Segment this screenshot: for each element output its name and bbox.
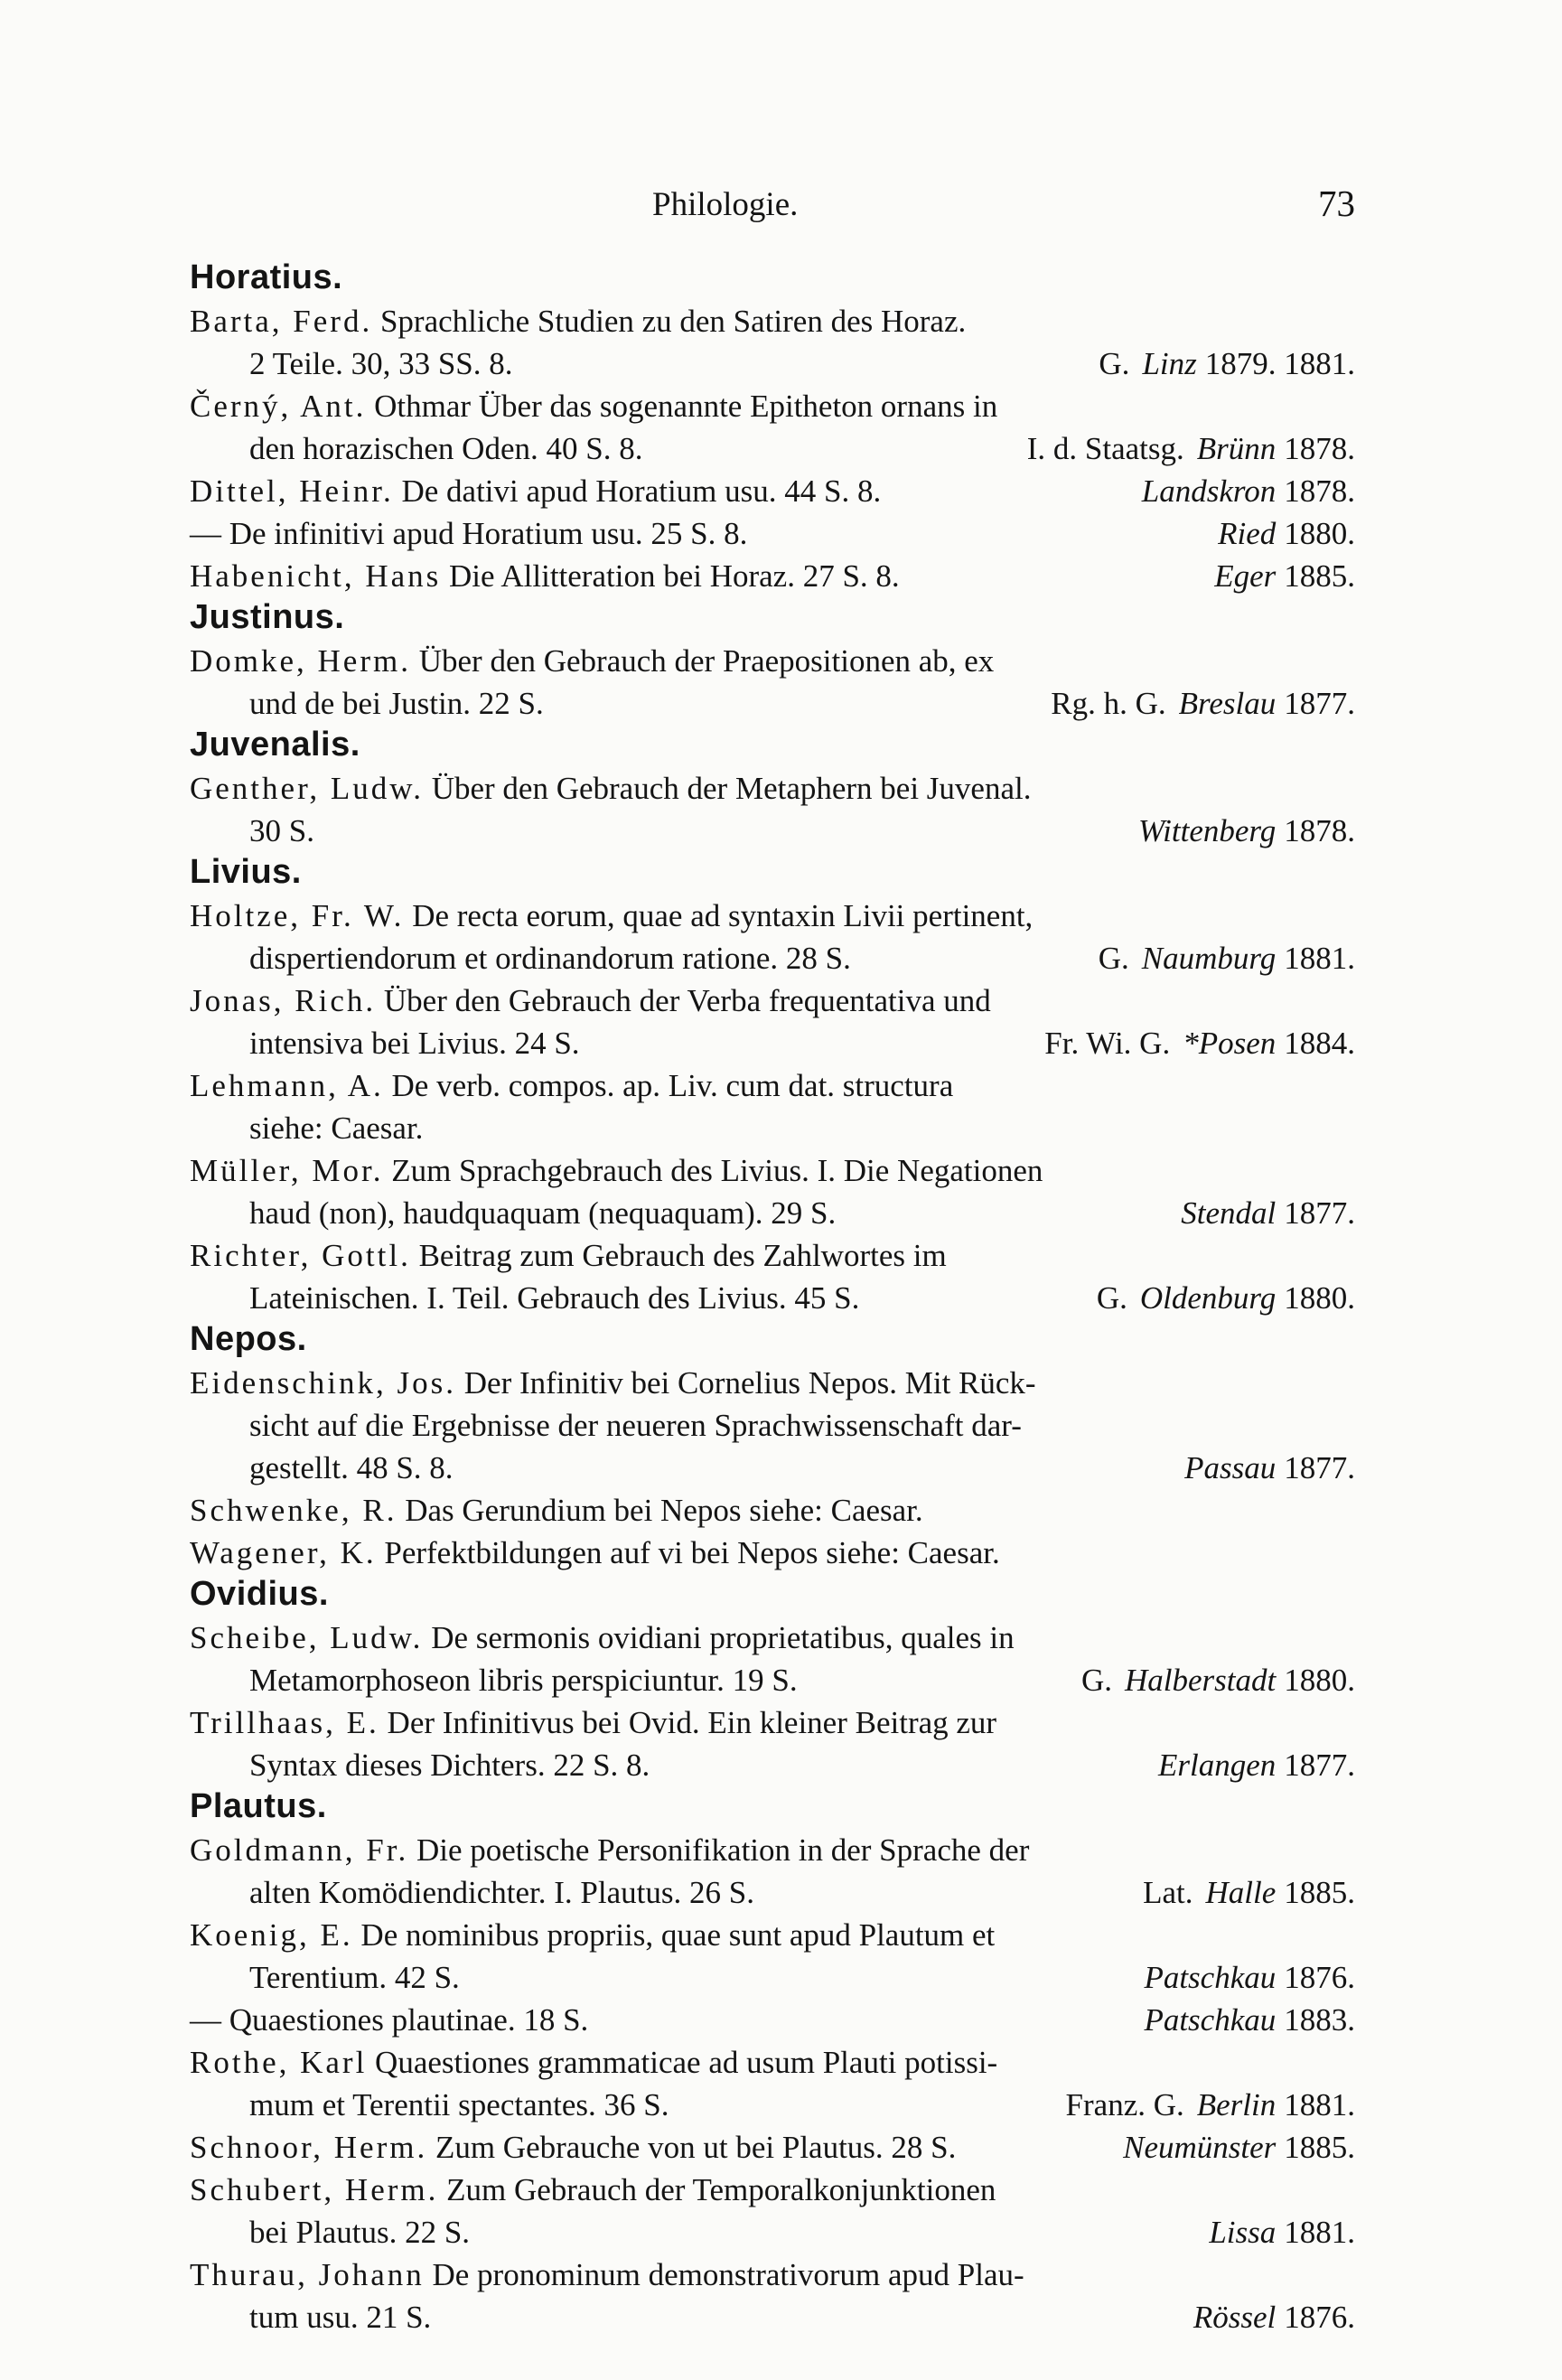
bibliography-entry (190, 1064, 1355, 1149)
entry-line (190, 1362, 1355, 1404)
author-name: Wagener, K. (190, 1535, 377, 1570)
author-name: Schwenke, R. (190, 1493, 398, 1528)
entry-title: und de bei Justin. 22 S. (249, 686, 544, 721)
entry-line (190, 1914, 1355, 1956)
publication-year: 1877. (1284, 1195, 1355, 1231)
publication-year: 1878. (1284, 813, 1355, 848)
school-type: Fr. Wi. G. (1044, 1026, 1171, 1061)
entry-title: Über den Gebrauch der Verba frequentativa und (383, 983, 991, 1018)
section (190, 598, 1355, 725)
author-name: Dittel, Heinr. (190, 473, 394, 509)
entry-line (190, 2041, 1355, 2084)
bibliography-entry (190, 2254, 1355, 2338)
publication-year: 1880. (1284, 1280, 1355, 1316)
publication-info (1027, 427, 1355, 470)
bibliography-entry (190, 979, 1355, 1064)
entry-line (190, 300, 1355, 342)
publication-year: 1878. (1284, 431, 1355, 466)
publication-year: 1881. (1284, 941, 1355, 976)
publication-info (1051, 682, 1355, 725)
bibliography (190, 258, 1355, 2338)
entry-text-left (190, 2126, 956, 2169)
entry-text-left (190, 2169, 996, 2211)
author-name: — (190, 516, 221, 551)
publication-info (1181, 1192, 1355, 1234)
publication-year: 1885. (1284, 2130, 1355, 2165)
school-type: Lat. (1143, 1875, 1193, 1910)
bibliography-entry (190, 1532, 1355, 1574)
entry-text-left (190, 1064, 953, 1107)
entry-text-left (190, 2041, 997, 2084)
section-title: Horatius. (190, 258, 343, 296)
entry-line (190, 1659, 1355, 1701)
section (190, 1787, 1355, 2338)
section (190, 258, 1355, 597)
publication-year: 1880. (1284, 516, 1355, 551)
publication-year: 1879. 1881. (1204, 346, 1355, 381)
author-name: — (190, 2002, 221, 2038)
author-name: Rothe, Karl (190, 2045, 368, 2080)
school-type: Rg. h. G. (1051, 686, 1166, 721)
entry-title: Zum Gebrauche von ut bei Plautus. 28 S. (435, 2130, 957, 2165)
school-type: Franz. G. (1065, 2087, 1184, 2122)
entry-text-left (190, 1149, 1043, 1192)
entry-text-left (249, 1447, 454, 1489)
entry-text-left (190, 512, 747, 555)
author-name: Eidenschink, Jos. (190, 1365, 457, 1401)
author-name: Barta, Ferd. (190, 304, 373, 339)
publication-year: 1877. (1284, 1748, 1355, 1783)
bibliography-entry (190, 2041, 1355, 2126)
entry-text-left (249, 1404, 1022, 1447)
place-name: Erlangen (1157, 1748, 1277, 1783)
school-type: G. (1080, 1663, 1113, 1698)
entry-text-left (249, 937, 851, 979)
place-name: Oldenburg (1139, 1280, 1277, 1316)
entry-line (190, 979, 1355, 1022)
bibliography-entry (190, 1489, 1355, 1532)
entry-line (190, 342, 1355, 385)
entry-line (190, 1277, 1355, 1319)
place-name: Naumburg (1141, 941, 1277, 976)
entry-line (190, 937, 1355, 979)
entry-line (190, 810, 1355, 852)
entry-line (190, 640, 1355, 682)
entry-text-left (190, 640, 994, 682)
bibliography-entry (190, 1999, 1355, 2041)
book-page (190, 185, 1355, 2338)
entry-text-left (190, 1489, 923, 1532)
author-name: Müller, Mor. (190, 1153, 384, 1188)
entry-title: Die poetische Personifikation in der Sprache der (416, 1832, 1030, 1868)
place-name: Landskron (1141, 473, 1277, 509)
bibliography-entry (190, 470, 1355, 512)
publication-info (1066, 2084, 1355, 2126)
entry-text-left (190, 1914, 995, 1956)
entry-title: 2 Teile. 30, 33 SS. 8. (249, 346, 513, 381)
place-name: Berlin (1196, 2087, 1277, 2122)
entry-title: Quaestiones grammaticae ad usum Plauti potissi- (375, 2045, 998, 2080)
bibliography-entry (190, 1616, 1355, 1701)
section-title: Justinus. (190, 598, 345, 636)
place-name: *Posen (1183, 1026, 1277, 1061)
entry-line (190, 2296, 1355, 2338)
section (190, 726, 1355, 852)
entry-line (190, 2254, 1355, 2296)
author-name: Richter, Gottl. (190, 1238, 411, 1273)
entry-title: Metamorphoseon libris perspiciuntur. 19 S. (249, 1663, 798, 1698)
entry-title: De dativi apud Horatium usu. 44 S. 8. (401, 473, 882, 509)
entry-line (190, 1616, 1355, 1659)
author-name: Schubert, Herm. (190, 2172, 439, 2207)
place-name: Lissa (1209, 2215, 1277, 2250)
running-head (190, 185, 1355, 258)
entry-text-left (249, 1744, 650, 1786)
section-title: Plautus. (190, 1787, 327, 1825)
section-title: Nepos. (190, 1320, 307, 1358)
author-name: Trillhaas, E. (190, 1705, 379, 1740)
entry-title: Othmar Über das sogenannte Epitheton ornans in (374, 389, 998, 424)
entry-line (190, 1064, 1355, 1107)
author-name: Jonas, Rich. (190, 983, 377, 1018)
entry-title: De infinitivi apud Horatium usu. 25 S. 8. (229, 516, 748, 551)
place-name: Passau (1184, 1450, 1277, 1485)
entry-text-left (249, 682, 544, 725)
entry-text-left (190, 1616, 1015, 1659)
entry-line (190, 2084, 1355, 2126)
entry-line (190, 555, 1355, 597)
section-title: Livius. (190, 853, 302, 891)
running-title: Philologie. (652, 186, 799, 223)
entry-title: De verb. compos. ap. Liv. cum dat. structura (391, 1068, 954, 1103)
entry-text-left (249, 1871, 754, 1914)
entry-title: Das Gerundium bei Nepos siehe: Caesar. (405, 1493, 923, 1528)
publication-info (1123, 2126, 1355, 2169)
publication-info (1097, 1277, 1355, 1319)
entry-title: den horazischen Oden. 40 S. 8. (249, 431, 643, 466)
entry-text-left (249, 1659, 798, 1701)
entry-text-left (249, 1107, 423, 1149)
entry-line (190, 1234, 1355, 1277)
entry-title: Sprachliche Studien zu den Satiren des Horaz. (379, 304, 967, 339)
entry-text-left (190, 979, 991, 1022)
bibliography-entry (190, 2126, 1355, 2169)
entry-text-left (249, 2211, 470, 2254)
entry-title: Über den Gebrauch der Praepositionen ab, ex (418, 643, 995, 679)
entry-line (190, 1149, 1355, 1192)
entry-line (190, 427, 1355, 470)
entry-text-left (190, 1362, 1036, 1404)
entry-line (190, 1447, 1355, 1489)
entry-line (190, 1489, 1355, 1532)
entry-line (190, 895, 1355, 937)
place-name: Breslau (1178, 686, 1277, 721)
entry-text-left (190, 1829, 1029, 1871)
publication-info (1142, 470, 1355, 512)
place-name: Patschkau (1144, 2002, 1277, 2038)
publication-year: 1885. (1284, 558, 1355, 594)
school-type: G. (1099, 346, 1130, 381)
place-name: Rössel (1193, 2300, 1277, 2335)
entry-text-left (190, 1999, 588, 2041)
entry-text-left (249, 2296, 431, 2338)
publication-info (1184, 1447, 1355, 1489)
author-name: Koenig, E. (190, 1917, 353, 1953)
entry-line (190, 682, 1355, 725)
entry-line (190, 1701, 1355, 1744)
publication-year: 1877. (1284, 686, 1355, 721)
entry-line (190, 1956, 1355, 1999)
publication-info (1099, 342, 1355, 385)
entry-title: Quaestiones plautinae. 18 S. (229, 2002, 589, 2038)
entry-title: gestellt. 48 S. 8. (249, 1450, 454, 1485)
entry-text-left (249, 1277, 859, 1319)
author-name: Thurau, Johann (190, 2257, 425, 2292)
page-number: 73 (1318, 183, 1355, 224)
entry-line (190, 470, 1355, 512)
entry-title: siehe: Caesar. (249, 1110, 424, 1146)
entry-text-left (190, 767, 1031, 810)
publication-info (1044, 1022, 1355, 1064)
entry-title: mum et Terentii spectantes. 36 S. (249, 2087, 669, 2122)
bibliography-entry (190, 300, 1355, 385)
entry-title: Lateinischen. I. Teil. Gebrauch des Livius. 45 S. (249, 1280, 860, 1316)
publication-year: 1876. (1284, 1960, 1355, 1995)
entry-text-left (190, 1234, 947, 1277)
entry-line (190, 1022, 1355, 1064)
publication-info (1158, 1744, 1355, 1786)
author-name: Holtze, Fr. W. (190, 898, 405, 933)
entry-line (190, 1107, 1355, 1149)
bibliography-entry (190, 1234, 1355, 1319)
publication-info (1144, 1999, 1355, 2041)
place-name: Linz (1142, 346, 1197, 381)
entry-line (190, 1404, 1355, 1447)
bibliography-entry (190, 1829, 1355, 1914)
publication-info (1144, 1956, 1355, 1999)
entry-title: Der Infinitivus bei Ovid. Ein kleiner Beitrag zur (387, 1705, 997, 1740)
publication-info (1193, 2296, 1355, 2338)
author-name: Goldmann, Fr. (190, 1832, 409, 1868)
entry-title: Beitrag zum Gebrauch des Zahlwortes im (418, 1238, 947, 1273)
entry-title: Syntax dieses Dichters. 22 S. 8. (249, 1748, 650, 1783)
entry-line (190, 385, 1355, 427)
entry-title: Perfektbildungen auf vi bei Nepos siehe: Caesar. (384, 1535, 1000, 1570)
entry-title: alten Komödiendichter. I. Plautus. 26 S. (249, 1875, 754, 1910)
entry-title: De pronominum demonstrativorum apud Plau- (432, 2257, 1024, 2292)
author-name: Schnoor, Herm. (190, 2130, 428, 2165)
entry-title: dispertiendorum et ordinandorum ratione. 28 S. (249, 941, 851, 976)
entry-text-left (190, 1701, 996, 1744)
entry-text-left (249, 1192, 836, 1234)
place-name: Halberstadt (1125, 1663, 1277, 1698)
publication-year: 1880. (1284, 1663, 1355, 1698)
entry-text-left (249, 1022, 580, 1064)
entry-title: Über den Gebrauch der Metaphern bei Juvenal. (431, 771, 1032, 806)
entry-title: De sermonis ovidiani proprietatibus, quales in (431, 1620, 1015, 1655)
publication-year: 1878. (1284, 473, 1355, 509)
bibliography-entry (190, 1701, 1355, 1786)
school-type: I. d. Staatsg. (1026, 431, 1184, 466)
school-type: G. (1098, 941, 1129, 976)
bibliography-entry (190, 640, 1355, 725)
entry-title: Terentium. 42 S. (249, 1960, 460, 1995)
entry-title: Der Infinitiv bei Cornelius Nepos. Mit Rück- (463, 1365, 1036, 1401)
bibliography-entry (190, 555, 1355, 597)
publication-year: 1876. (1284, 2300, 1355, 2335)
entry-text-left (190, 555, 900, 597)
bibliography-entry (190, 1914, 1355, 1999)
publication-info (1138, 810, 1355, 852)
entry-line (190, 1532, 1355, 1574)
entry-line (190, 512, 1355, 555)
publication-info (1143, 1871, 1355, 1914)
entry-text-left (249, 810, 314, 852)
publication-info (1081, 1659, 1355, 1701)
entry-title: Zum Sprachgebrauch des Livius. I. Die Negationen (391, 1153, 1043, 1188)
publication-year: 1881. (1284, 2087, 1355, 2122)
entry-title: 30 S. (249, 813, 314, 848)
entry-text-left (249, 1956, 460, 1999)
author-name: Černý, Ant. (190, 389, 367, 424)
place-name: Brünn (1196, 431, 1277, 466)
publication-info (1209, 2211, 1355, 2254)
entry-line (190, 1192, 1355, 1234)
entry-line (190, 1999, 1355, 2041)
publication-year: 1884. (1284, 1026, 1355, 1061)
place-name: Stendal (1181, 1195, 1277, 1231)
publication-info (1099, 937, 1355, 979)
entry-line (190, 1744, 1355, 1786)
entry-text-left (190, 895, 1033, 937)
entry-line (190, 1829, 1355, 1871)
school-type: G. (1096, 1280, 1127, 1316)
entry-text-left (190, 1532, 1000, 1574)
bibliography-entry (190, 1149, 1355, 1234)
bibliography-entry (190, 2169, 1355, 2254)
section (190, 1320, 1355, 1574)
publication-info (1218, 512, 1355, 555)
entry-title: sicht auf die Ergebnisse der neueren Sprachwissenschaft dar- (249, 1408, 1022, 1443)
bibliography-entry (190, 895, 1355, 979)
entry-title: Die Allitteration bei Horaz. 27 S. 8. (449, 558, 900, 594)
publication-year: 1883. (1284, 2002, 1355, 2038)
publication-year: 1881. (1284, 2215, 1355, 2250)
bibliography-entry (190, 385, 1355, 470)
entry-line (190, 2169, 1355, 2211)
place-name: Wittenberg (1137, 813, 1277, 848)
entry-line (190, 1871, 1355, 1914)
entry-title: De nominibus propriis, quae sunt apud Plautum et (360, 1917, 996, 1953)
entry-text-left (190, 470, 881, 512)
publication-year: 1877. (1284, 1450, 1355, 1485)
entry-title: bei Plautus. 22 S. (249, 2215, 471, 2250)
author-name: Genther, Ludw. (190, 771, 424, 806)
bibliography-entry (190, 767, 1355, 852)
section (190, 1575, 1355, 1786)
entry-title: intensiva bei Livius. 24 S. (249, 1026, 580, 1061)
place-name: Ried (1218, 516, 1277, 551)
entry-text-left (190, 2254, 1024, 2296)
entry-title: tum usu. 21 S. (249, 2300, 432, 2335)
place-name: Patschkau (1144, 1960, 1277, 1995)
entry-text-left (190, 385, 997, 427)
section-title: Ovidius. (190, 1575, 329, 1613)
entry-line (190, 2126, 1355, 2169)
author-name: Habenicht, Hans (190, 558, 442, 594)
publication-info (1214, 555, 1355, 597)
author-name: Domke, Herm. (190, 643, 411, 679)
entry-line (190, 767, 1355, 810)
section-title: Juvenalis. (190, 726, 360, 764)
entry-text-left (249, 427, 642, 470)
entry-text-left (190, 300, 966, 342)
bibliography-entry (190, 1362, 1355, 1489)
place-name: Halle (1205, 1875, 1277, 1910)
place-name: Neumünster (1123, 2130, 1277, 2165)
section (190, 853, 1355, 1319)
bibliography-entry (190, 512, 1355, 555)
place-name: Eger (1214, 558, 1277, 594)
author-name: Scheibe, Ludw. (190, 1620, 424, 1655)
entry-text-left (249, 342, 513, 385)
publication-year: 1885. (1284, 1875, 1355, 1910)
author-name: Lehmann, A. (190, 1068, 384, 1103)
entry-line (190, 2211, 1355, 2254)
entry-text-left (249, 2084, 669, 2126)
entry-title: De recta eorum, quae ad syntaxin Livii pertinent, (412, 898, 1034, 933)
entry-title: Zum Gebrauch der Temporalkonjunktionen (446, 2172, 996, 2207)
entry-title: haud (non), haudquaquam (nequaquam). 29 S. (249, 1195, 837, 1231)
